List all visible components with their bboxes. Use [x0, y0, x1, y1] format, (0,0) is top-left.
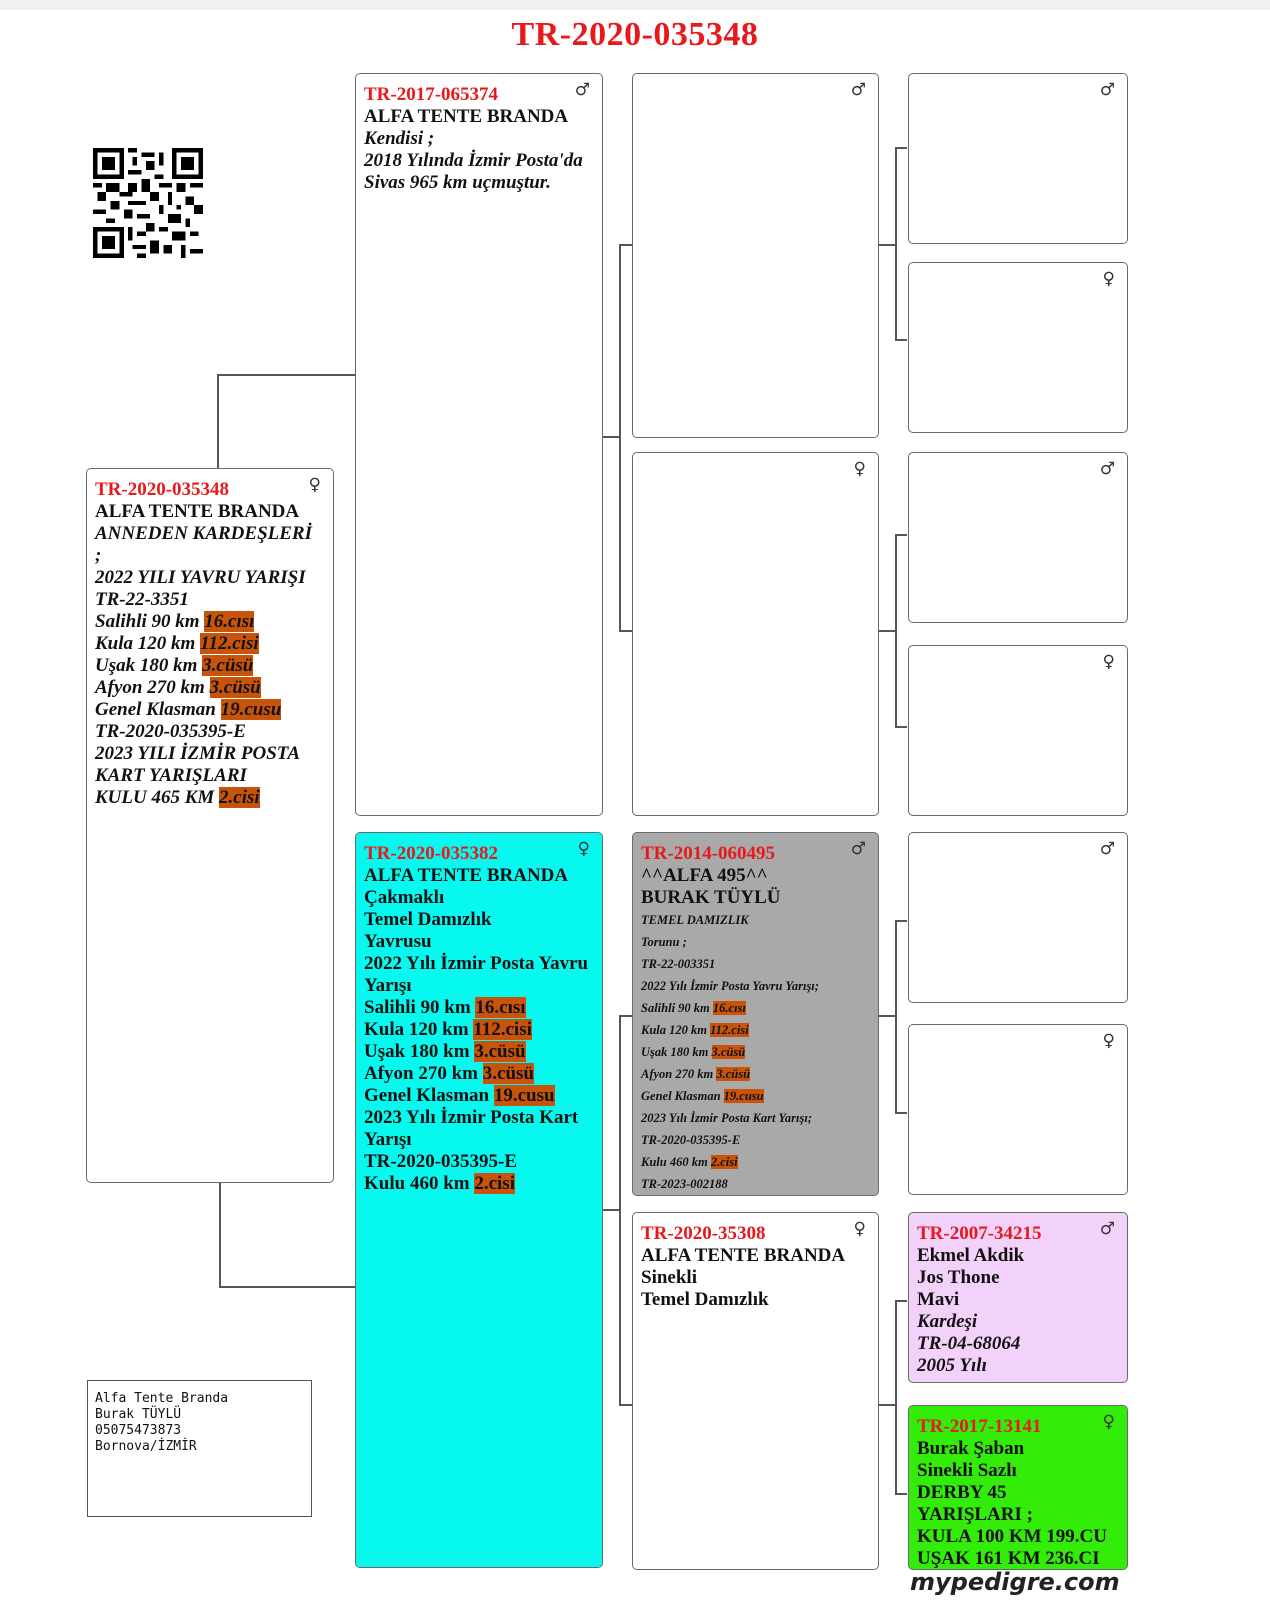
male-symbol-icon: ♂	[850, 80, 866, 100]
info-text: Salihli 90 km	[364, 997, 471, 1018]
connector-gen4-2	[895, 726, 907, 728]
info-line	[641, 1129, 870, 1151]
info-text: Kulu 460 km	[364, 1173, 470, 1194]
ring-number[interactable]: TR-2017-13141	[917, 1416, 1042, 1437]
info-line	[95, 567, 325, 589]
info-line	[95, 677, 325, 699]
female-symbol-icon: ♀	[1102, 1412, 1115, 1432]
pigeon-card-dam-sire[interactable]	[632, 832, 879, 1196]
race-placement-highlight: 19.cusu	[493, 1085, 555, 1106]
race-placement-highlight: 3.cüsü	[474, 1041, 526, 1062]
breeder-contact-box	[87, 1380, 312, 1517]
info-text: DERBY 45	[917, 1482, 1007, 1503]
info-text: TR-2020-035395-E	[95, 721, 246, 742]
connector-gen4-4	[878, 1404, 896, 1406]
info-line	[641, 1151, 870, 1173]
info-line	[364, 106, 594, 128]
info-text: 2005 Yılı	[917, 1355, 987, 1376]
contact-line: Bornova/İZMİR	[95, 1439, 197, 1454]
connector-gen4-1	[895, 147, 897, 340]
page-title: TR-2020-035348	[511, 16, 759, 53]
info-line	[364, 172, 594, 194]
info-text: Uşak 180 km	[95, 655, 198, 676]
info-line	[917, 1311, 1119, 1333]
male-symbol-icon: ♂	[1099, 839, 1115, 859]
connector-gen4-1	[895, 147, 907, 149]
info-text: TR-2020-035395-E	[364, 1151, 518, 1172]
info-text: 2018 Yılında İzmir Posta'da	[364, 150, 583, 171]
connector-subject-to-dam	[219, 1180, 221, 1287]
info-text: 2023 YILI İZMİR POSTA	[95, 743, 300, 764]
info-line	[95, 699, 325, 721]
info-line	[641, 1019, 870, 1041]
info-line	[917, 1548, 1119, 1570]
connector-sire-parents	[619, 244, 621, 630]
female-symbol-icon: ♀	[853, 459, 866, 479]
info-line	[95, 589, 325, 611]
info-line	[364, 1173, 594, 1195]
info-line	[641, 975, 870, 997]
info-text: 2022 YILI YAVRU YARIŞI	[95, 567, 306, 588]
info-line	[641, 1245, 870, 1267]
info-text: Kula 120 km	[641, 1023, 707, 1037]
contact-line: Alfa Tente Branda	[95, 1391, 229, 1406]
info-text: TR-2020-035395-E	[641, 1133, 741, 1147]
connector-gen4-3	[895, 920, 907, 922]
info-line	[641, 1107, 870, 1129]
info-text: Yarışı	[364, 1129, 412, 1150]
info-text: Yarışı	[364, 975, 412, 996]
race-placement-highlight: 3.cüsü	[209, 677, 261, 698]
connector-subject-to-sire	[217, 374, 355, 376]
connector-subject-to-dam	[219, 1286, 355, 1288]
race-placement-highlight: 3.cüsü	[202, 655, 254, 676]
info-text: Çakmaklı	[364, 887, 445, 908]
info-line	[364, 1041, 594, 1063]
info-line	[364, 1085, 594, 1107]
info-line	[641, 865, 870, 887]
info-text: TR-22-3351	[95, 589, 189, 610]
connector-dam-parents	[602, 1209, 620, 1211]
top-strip	[0, 0, 1270, 10]
pigeon-card-gen4-6[interactable]	[908, 1024, 1128, 1195]
connector-gen4-3	[895, 1112, 907, 1114]
info-line	[641, 931, 870, 953]
ring-number[interactable]: TR-2007-34215	[917, 1223, 1042, 1244]
info-text: Kendisi ;	[364, 128, 435, 149]
info-line	[641, 1267, 870, 1289]
info-text: ;	[95, 545, 102, 566]
info-line	[917, 1482, 1119, 1504]
info-line	[95, 721, 325, 743]
race-placement-highlight: 112.cisi	[200, 633, 259, 654]
connector-gen4-3	[895, 920, 897, 1113]
connector-gen4-3	[878, 1015, 896, 1017]
connector-sire-parents	[619, 630, 632, 632]
info-line	[364, 1129, 594, 1151]
info-line	[917, 1438, 1119, 1460]
pigeon-card-gen4-2[interactable]	[908, 262, 1128, 433]
info-text: Salihli 90 km	[95, 611, 200, 632]
female-symbol-icon: ♀	[1102, 269, 1115, 289]
info-line	[95, 611, 325, 633]
connector-dam-parents	[619, 1015, 632, 1017]
info-text: Afyon 270 km	[364, 1063, 479, 1084]
info-line	[917, 1460, 1119, 1482]
connector-gen4-2	[895, 534, 897, 727]
ring-number[interactable]: TR-2017-065374	[364, 84, 499, 105]
info-line	[95, 545, 325, 567]
male-symbol-icon: ♂	[1099, 80, 1115, 100]
info-text: ALFA TENTE BRANDA	[641, 1245, 846, 1266]
ring-number[interactable]: TR-2014-060495	[641, 843, 776, 864]
info-text: Burak Şaban	[917, 1438, 1025, 1459]
info-text: Uşak 180 km	[364, 1041, 470, 1062]
info-text: Genel Klasman	[95, 699, 216, 720]
connector-gen4-1	[878, 244, 896, 246]
info-text: Mavi	[917, 1289, 960, 1310]
pigeon-card-gen4-4[interactable]	[908, 645, 1128, 816]
info-text: BURAK TÜYLÜ	[641, 887, 781, 908]
ring-number[interactable]: TR-2020-035348	[95, 479, 230, 500]
info-line	[917, 1504, 1119, 1526]
connector-gen4-4	[895, 1300, 897, 1494]
female-symbol-icon: ♀	[853, 1219, 866, 1239]
info-line	[641, 1063, 870, 1085]
race-placement-highlight: 16.cısı	[204, 611, 255, 632]
info-text: Genel Klasman	[364, 1085, 490, 1106]
info-text: UŞAK 161 KM 236.CI	[917, 1548, 1100, 1569]
race-placement-highlight: 3.cüsü	[711, 1045, 746, 1059]
info-text: Temel Damızlık	[641, 1289, 769, 1310]
info-text: TR-04-68064	[917, 1333, 1021, 1354]
info-line	[917, 1333, 1119, 1355]
male-symbol-icon: ♂	[850, 839, 866, 859]
info-text: Temel Damızlık	[364, 909, 492, 930]
race-placement-highlight: 19.cusu	[723, 1089, 764, 1103]
pigeon-card-sire-sire[interactable]	[632, 73, 879, 438]
info-text: ALFA TENTE BRANDA	[364, 106, 569, 127]
info-line	[917, 1355, 1119, 1377]
info-line	[95, 787, 325, 809]
male-symbol-icon: ♂	[1099, 459, 1115, 479]
pigeon-card-sire[interactable]	[355, 73, 603, 816]
male-symbol-icon: ♂	[1099, 1219, 1115, 1239]
ring-number[interactable]: TR-2020-35308	[641, 1223, 766, 1244]
info-text: Kula 120 km	[95, 633, 196, 654]
connector-gen4-2	[878, 630, 896, 632]
info-text: Jos Thone	[917, 1267, 1000, 1288]
info-text: ALFA TENTE BRANDA	[364, 865, 569, 886]
race-placement-highlight: 112.cisi	[473, 1019, 532, 1040]
info-text: YARIŞLARI ;	[917, 1504, 1033, 1525]
footer-brand[interactable]: mypedigre.com	[910, 1568, 1120, 1596]
pigeon-card-gen4-3[interactable]	[908, 452, 1128, 623]
pigeon-card-dam[interactable]	[355, 832, 603, 1568]
info-text: Genel Klasman	[641, 1089, 721, 1103]
female-symbol-icon: ♀	[308, 475, 321, 495]
connector-gen4-4	[895, 1493, 907, 1495]
info-text: ANNEDEN KARDEŞLERİ	[95, 523, 312, 544]
info-line	[641, 997, 870, 1019]
info-line	[95, 501, 325, 523]
info-text: KART YARIŞLARI	[95, 765, 247, 786]
pigeon-card-sire-dam[interactable]	[632, 452, 879, 816]
info-text: Kulu 460 km	[641, 1155, 708, 1169]
info-text: KULA 100 KM 199.CU	[917, 1526, 1107, 1547]
connector-dam-parents	[619, 1015, 621, 1405]
ring-number[interactable]: TR-2020-035382	[364, 843, 499, 864]
info-line	[364, 953, 594, 975]
info-line	[641, 1173, 870, 1195]
connector-gen4-4	[895, 1300, 907, 1302]
female-symbol-icon: ♀	[1102, 1031, 1115, 1051]
info-text: Sivas 965 km uçmuştur.	[364, 172, 551, 193]
info-text: Uşak 180 km	[641, 1045, 709, 1059]
info-line	[364, 997, 594, 1019]
race-placement-highlight: 3.cüsü	[482, 1063, 534, 1084]
info-text: 2022 Yılı İzmir Posta Yavru Yarışı;	[641, 979, 819, 993]
info-text: Ekmel Akdik	[917, 1245, 1025, 1266]
info-line	[95, 523, 325, 545]
pigeon-card-gen4-5[interactable]	[908, 832, 1128, 1003]
info-line	[917, 1267, 1119, 1289]
info-text: Yavrusu	[364, 931, 432, 952]
race-placement-highlight: 19.cusu	[220, 699, 282, 720]
info-line	[364, 1063, 594, 1085]
contact-line: Burak TÜYLÜ	[95, 1407, 182, 1422]
info-text: ^^ALFA 495^^	[641, 865, 768, 886]
info-line	[364, 128, 594, 150]
info-line	[641, 909, 870, 931]
info-line	[364, 865, 594, 887]
info-text: Afyon 270 km	[641, 1067, 714, 1081]
connector-gen4-2	[895, 534, 907, 536]
info-text: ALFA TENTE BRANDA	[95, 501, 300, 522]
info-text: 2023 Yılı İzmir Posta Kart Yarışı;	[641, 1111, 812, 1125]
info-text: TEMEL DAMIZLIK	[641, 913, 749, 927]
info-line	[95, 633, 325, 655]
female-symbol-icon: ♀	[577, 839, 590, 859]
info-line	[364, 909, 594, 931]
pigeon-card-subject[interactable]	[86, 468, 334, 1183]
info-text: Sinekli Sazlı	[917, 1460, 1017, 1481]
race-placement-highlight: 16.cısı	[712, 1001, 746, 1015]
connector-gen4-1	[895, 339, 907, 341]
info-line	[364, 150, 594, 172]
pigeon-card-gen4-1[interactable]	[908, 73, 1128, 244]
info-line	[917, 1526, 1119, 1548]
info-text: 2022 Yılı İzmir Posta Yavru	[364, 953, 589, 974]
race-placement-highlight: 3.cüsü	[716, 1067, 751, 1081]
info-line	[364, 1151, 594, 1173]
connector-dam-parents	[619, 1404, 632, 1406]
male-symbol-icon: ♂	[574, 80, 590, 100]
pigeon-card-gen4-7[interactable]	[908, 1212, 1128, 1383]
connector-sire-parents	[619, 244, 632, 246]
info-text: Kula 120 km	[364, 1019, 469, 1040]
info-text: Torunu ;	[641, 935, 687, 949]
race-placement-highlight: 16.cısı	[475, 997, 526, 1018]
race-placement-highlight: 2.cisi	[474, 1173, 515, 1194]
pigeon-card-gen4-8[interactable]	[908, 1405, 1128, 1570]
connector-sire-parents	[602, 436, 620, 438]
info-line	[364, 1019, 594, 1041]
info-line	[641, 1289, 870, 1311]
info-line	[364, 975, 594, 997]
info-line	[641, 887, 870, 909]
info-text: TR-22-003351	[641, 957, 716, 971]
info-text: 2023 Yılı İzmir Posta Kart	[364, 1107, 579, 1128]
info-line	[95, 765, 325, 787]
info-text: Salihli 90 km	[641, 1001, 710, 1015]
contact-line: 05075473873	[95, 1423, 182, 1438]
race-placement-highlight: 2.cisi	[710, 1155, 738, 1169]
info-line	[917, 1245, 1119, 1267]
info-text: Kardeşi	[917, 1311, 978, 1332]
info-text: Afyon 270 km	[95, 677, 205, 698]
info-line	[917, 1289, 1119, 1311]
info-text: Sinekli	[641, 1267, 697, 1288]
info-line	[364, 887, 594, 909]
info-text: KULU 465 KM	[95, 787, 215, 808]
race-placement-highlight: 2.cisi	[219, 787, 260, 808]
info-line	[95, 655, 325, 677]
connector-subject-to-sire	[217, 374, 219, 469]
female-symbol-icon: ♀	[1102, 652, 1115, 672]
qr-code	[93, 148, 203, 258]
info-line	[364, 1107, 594, 1129]
info-line	[641, 1085, 870, 1107]
info-text: TR-2023-002188	[641, 1177, 728, 1191]
info-line	[641, 953, 870, 975]
race-placement-highlight: 112.cisi	[710, 1023, 749, 1037]
info-line	[364, 931, 594, 953]
pigeon-card-dam-dam[interactable]	[632, 1212, 879, 1570]
info-line	[641, 1041, 870, 1063]
info-line	[95, 743, 325, 765]
